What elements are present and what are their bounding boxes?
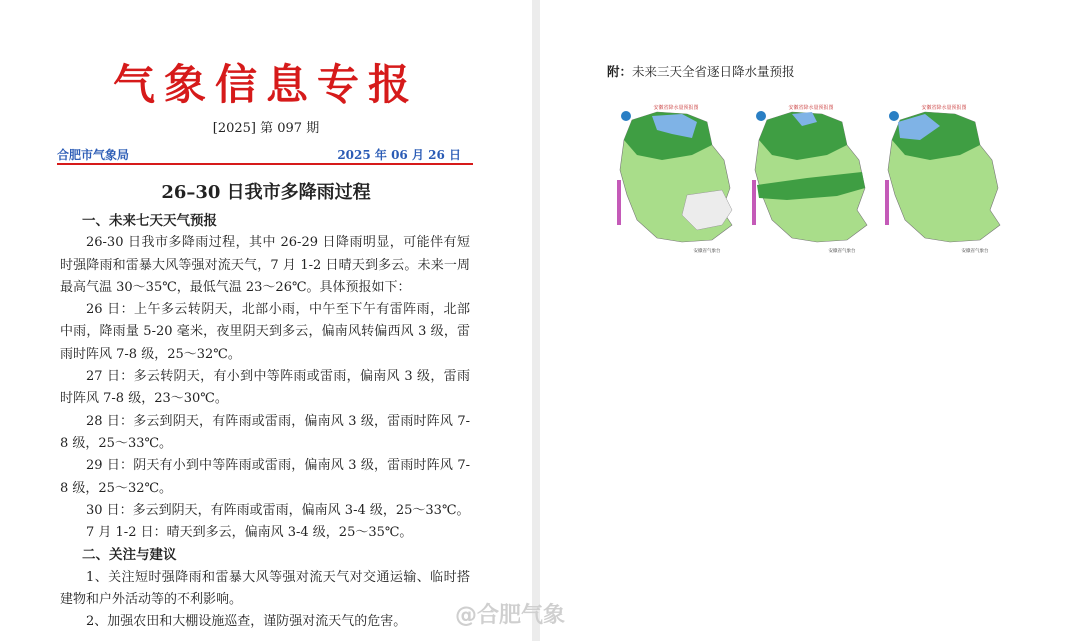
paragraph: 26-30 日我市多降雨过程，其中 26-29 日降雨明显，可能伴有短时强降雨和雷暴大风等强对流天气，7 月 1-2 日晴天到多云。未来一周最高气温 30～35℃，最低气温 23～26℃。具体预报如下： [60,235,470,295]
section-heading: 一、未来七天天气预报 [82,213,217,229]
map-footer: 安徽省气象台 [961,249,989,254]
map-title: 安徽省降水量预报图 [788,105,834,111]
weibo-watermark: @合肥气象 [455,603,566,628]
bulletin-body [60,210,470,634]
masthead-title: 气象信息专报 [112,60,419,109]
precipitation-map-day3 [880,100,1005,260]
paragraph: 28 日：多云到阴天，有阵雨或雷雨，偏南风 3 级，雷雨时阵风 7-8 级，25～33℃。 [60,413,470,451]
issuer-row [57,146,473,162]
header-divider [57,163,473,165]
paragraph: 7 月 1-2 日：晴天到多云，偏南风 3-4 级，25～35℃。 [86,525,413,541]
section-heading: 二、关注与建议 [82,547,177,564]
paragraph: 2、加强农田和大棚设施巡查，谨防强对流天气的危害。 [86,614,407,630]
map-footer: 安徽省气象台 [828,249,856,254]
issue-date: 2025 年 06 月 26 日 [337,148,461,162]
map-title: 安徽省降水量预报图 [921,105,967,111]
paragraph: 29 日：阴天有小到中等阵雨或雷雨，偏南风 3 级，雷雨时阵风 7-8 级，25～32℃。 [60,458,470,496]
precipitation-map-day2 [747,100,872,260]
annex-label: 附： [607,64,633,79]
paragraph: 27 日：多云转阴天，有小到中等阵雨或雷雨，偏南风 3 级，雷雨时阵风 7-8 级，23～30℃。 [60,369,470,407]
map-title: 安徽省降水量预报图 [653,105,699,111]
paragraph: 1、关注短时强降雨和雷暴大风等强对流天气对交通运输、临时搭建物和户外活动等的不利影响。 [60,569,470,608]
paragraph: 26 日：上午多云转阴天，北部小雨，中午至下午有雷阵雨，北部中雨，降雨量 5-20 毫米，夜里阴天到多云，偏南风转偏西风 3 级，雷雨时阵风 7-8 级，25～32℃。 [60,302,470,362]
issuer: 合肥市气象局 [57,148,130,162]
map-footer: 安徽省气象台 [693,249,721,254]
paragraph: 30 日：多云到阴天，有阵雨或雷雨，偏南风 3-4 级，25～33℃。 [86,502,470,518]
bulletin-title: 26–30 日我市多降雨过程 [161,182,371,203]
annex-text: 未来三天全省逐日降水量预报 [632,64,795,79]
annex-page [540,0,1080,641]
issue-number: [2025] 第 097 期 [212,121,320,136]
annex-caption [607,62,795,80]
precipitation-map-day1 [612,100,737,260]
bulletin-page [0,0,532,641]
